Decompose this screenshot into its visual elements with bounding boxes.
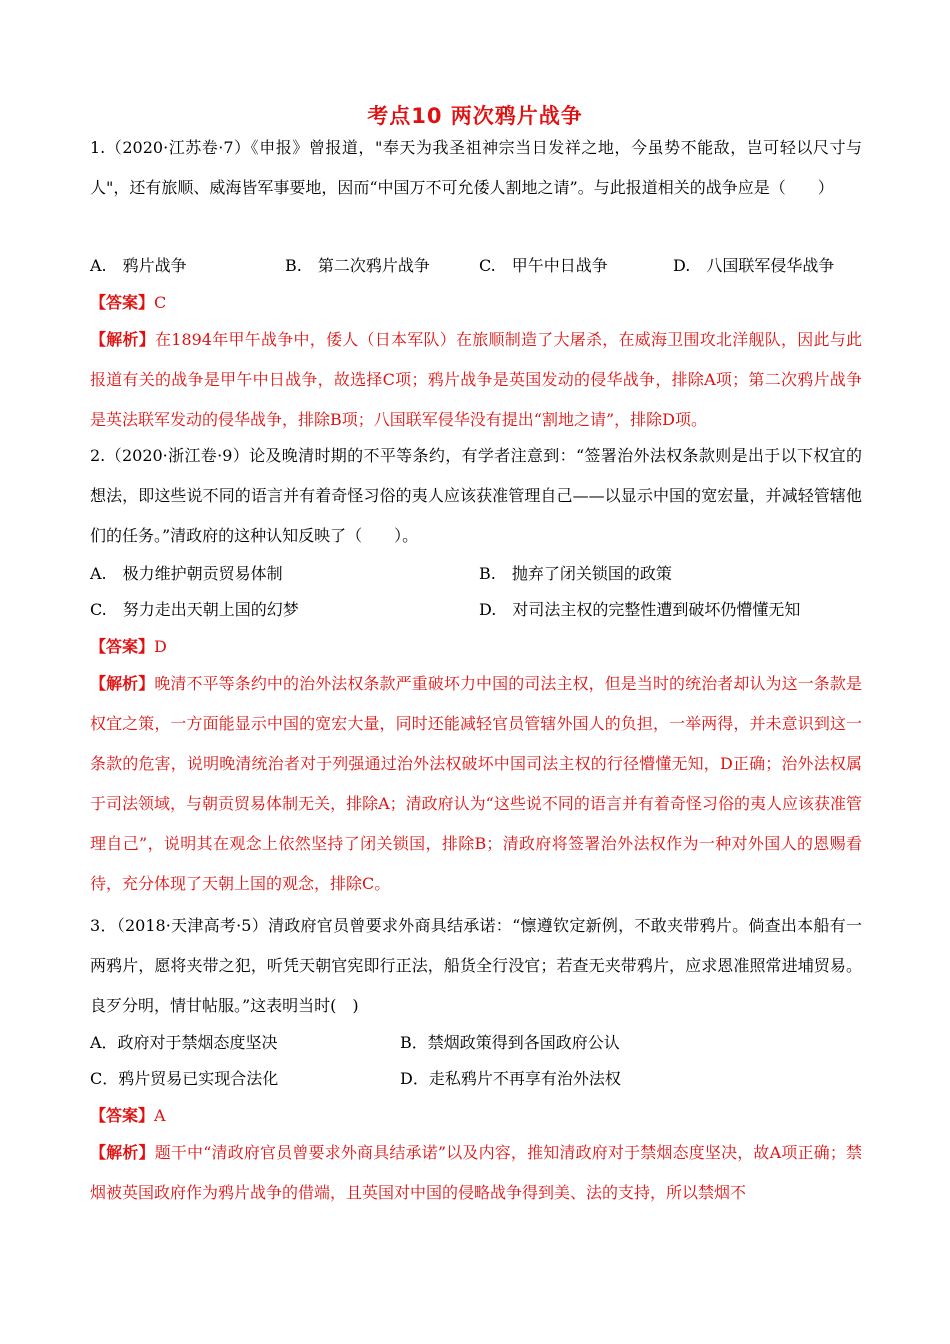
question-3-option-d: D．走私鸦片不再享有治外法权: [400, 1069, 621, 1088]
question-2-option-a: A. 极力维护朝贡贸易体制: [90, 564, 283, 583]
question-2-option-d: D. 对司法主权的完整性遭到破坏仍懵懂无知: [479, 600, 801, 619]
question-1-option-b: B. 第二次鸦片战争: [285, 256, 430, 275]
question-3-analysis: [90, 1133, 862, 1213]
question-2-option-c: C. 努力走出天朝上国的幻梦: [90, 600, 299, 619]
answer-value: D: [154, 637, 167, 656]
question-3-option-c: C．鸦片贸易已实现合法化: [90, 1069, 279, 1088]
question-3-answer: [90, 1096, 862, 1136]
question-3-stem: 3．（2018·天津高考·5）清政府官员曾要求外商具结承诺：“懔遵钦定新例，不敢夹带鸦片。倘查出本船有一两鸦片，愿将夹带之犯，听凭天朝官宪即行正法，船货全行没官；若查无夹带鸦片，应求恩准照常进埔贸易。良歹分明，情甘帖服。”这表明当时( ): [90, 916, 862, 1015]
question-3-option-b: B．禁烟政策得到各国政府公认: [400, 1033, 620, 1052]
analysis-tag: 【解析】: [90, 330, 156, 349]
question-1-stem: 1.（2020·江苏卷·7）《申报》曾报道，"奉天为我圣祖神宗当日发祥之地，今虽势不能敌，岂可轻以尺寸与人"，还有旅顺、威海皆军事要地，因而“中国万不可允倭人割地之请”。与此报道相关的战争应是（ ）: [90, 138, 862, 197]
analysis-text: 在1894年甲午战争中，倭人（日本军队）在旅顺制造了大屠杀，在威海卫围攻北洋舰队，因此与此报道有关的战争是甲午中日战争，故选择C项；鸦片战争是英国发动的侵华战争，排除A项；第二次鸦片战争是英法联军发动的侵华战争，排除B项；八国联军侵华没有提出“割地之请”，排除D项。: [90, 330, 862, 429]
answer-value: C: [154, 293, 167, 312]
answer-tag: 【答案】: [90, 637, 155, 656]
question-1-option-a: A. 鸦片战争: [90, 256, 187, 275]
answer-value: A: [154, 1106, 166, 1125]
question-2-analysis: [90, 664, 862, 904]
question-2-option-b: B. 抛弃了闭关锁国的政策: [479, 564, 672, 583]
question-2-stem: 2.（2020·浙江卷·9）论及晚清时期的不平等条约，有学者注意到：“签署治外法权条款则是出于以下权宜的想法，即这些说不同的语言并有着奇怪习俗的夷人应该获准管理自己——以显示中国的宽宏量，并减轻管辖他们的任务。”清政府的这种认知反映了（ ）。: [90, 446, 862, 545]
page-title: 考点10 两次鸦片战争: [367, 104, 583, 128]
answer-tag: 【答案】: [90, 293, 155, 312]
analysis-tag: 【解析】: [90, 1143, 155, 1162]
question-1-option-c: C. 甲午中日战争: [479, 256, 608, 275]
question-1-answer: [90, 283, 862, 323]
answer-tag: 【答案】: [90, 1106, 155, 1125]
analysis-text: 晚清不平等条约中的治外法权条款严重破坏力中国的司法主权，但是当时的统治者却认为这一条款是权宜之策，一方面能显示中国的宽宏大量，同时还能减轻官员管辖外国人的负担，一举两得，并未意识到这一条款的危害，说明晚清统治者对于列强通过治外法权破坏中国司法主权的行径懵懂无知，D正确；治外法权属于司法领域，与朝贡贸易体制无关，排除A；清政府认为“这些说不同的语言并有着奇怪习俗的夷人应该获准管理自己”，说明其在观念上依然坚持了闭关锁国，排除B；清政府将签署治外法权作为一种对外国人的恩赐看待，充分体现了天朝上国的观念，排除C。: [90, 674, 862, 893]
analysis-tag: 【解析】: [90, 674, 155, 693]
question-1-analysis: [90, 320, 862, 440]
question-3-option-a: A．政府对于禁烟态度坚决: [90, 1033, 278, 1052]
question-1-option-d: D. 八国联军侵华战争: [673, 256, 835, 275]
question-2-answer: [90, 627, 862, 667]
analysis-text: 题干中“清政府官员曾要求外商具结承诺”以及内容，推知清政府对于禁烟态度坚决，故A项正确；禁烟被英国政府作为鸦片战争的借端，且英国对中国的侵略战争得到美、法的支持，所以禁烟不: [90, 1143, 862, 1202]
